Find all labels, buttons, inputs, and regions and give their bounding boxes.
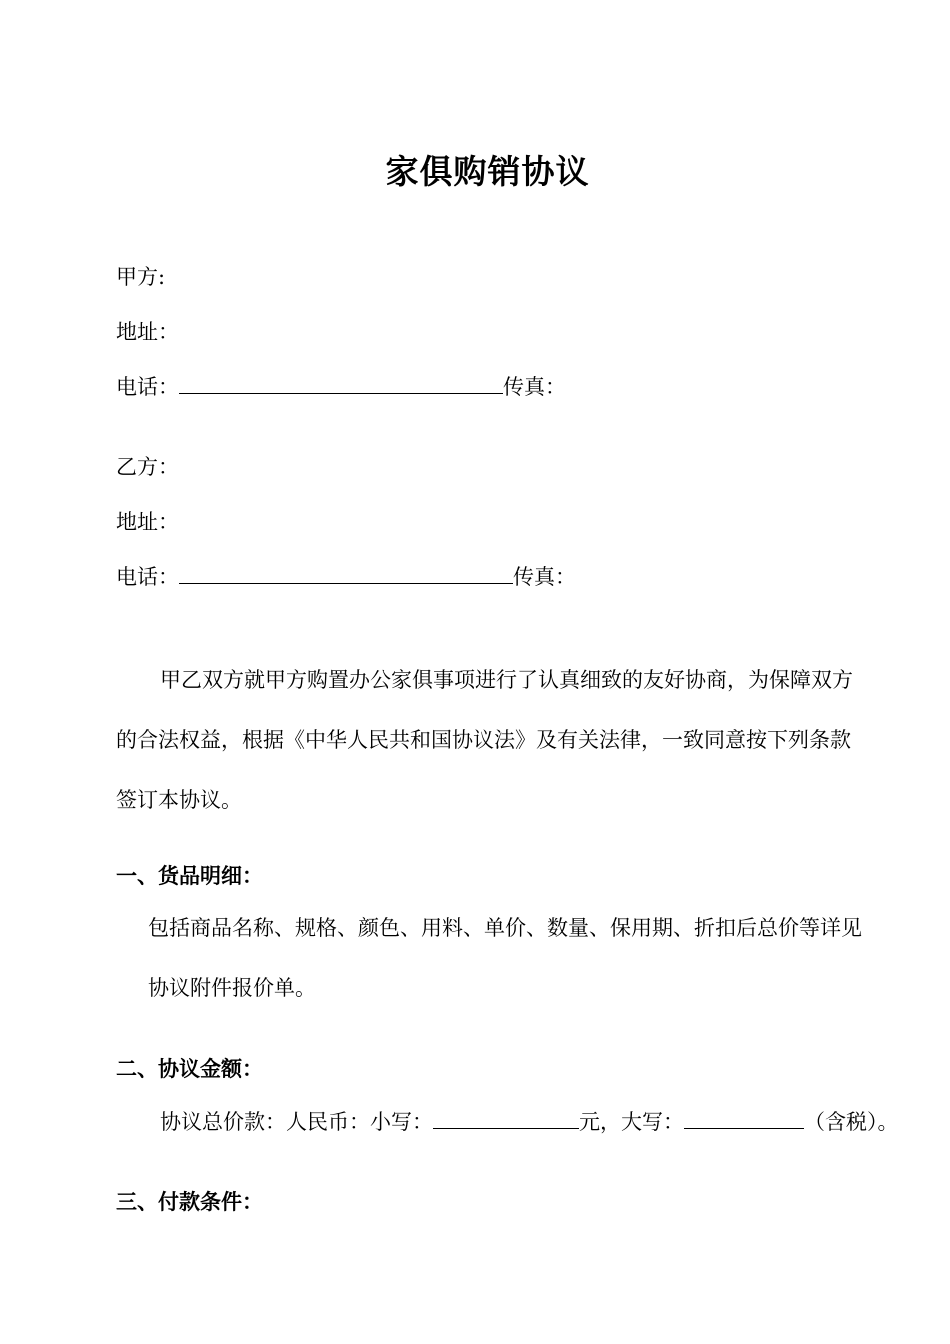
amount-uppercase-blank[interactable] bbox=[684, 1108, 804, 1129]
party-b-label: 乙方： bbox=[116, 455, 179, 479]
party-a-phone-line bbox=[116, 373, 566, 401]
party-b-phone-blank[interactable] bbox=[179, 563, 513, 584]
section-1-heading: 一、货品明细： bbox=[116, 863, 263, 888]
document-title: 家俱购销协议 bbox=[385, 152, 590, 191]
amount-prefix: 协议总价款：人民币：小写： bbox=[160, 1110, 433, 1134]
party-a-address-line bbox=[116, 318, 179, 346]
section-2-heading: 二、协议金额： bbox=[116, 1056, 263, 1081]
party-a-address-label: 地址： bbox=[116, 320, 179, 344]
party-a-phone-label: 电话： bbox=[116, 375, 179, 399]
party-a-name-line bbox=[116, 263, 165, 291]
amount-lowercase-blank[interactable] bbox=[433, 1108, 579, 1129]
amount-suffix: （含税）。 bbox=[804, 1110, 899, 1134]
party-b-name-line bbox=[116, 453, 179, 481]
section-3-heading: 三、付款条件： bbox=[116, 1189, 263, 1214]
party-a-label: 甲方: bbox=[116, 265, 166, 289]
party-b-address-line bbox=[116, 508, 179, 536]
intro-paragraph: 甲乙双方就甲方购置办公家俱事项进行了认真细致的友好协商，为保障双方的合法权益，根据《中华人民共和国协议法》及有关法律，一致同意按下列条款签订本协议。 bbox=[116, 668, 853, 812]
party-b-phone-line bbox=[116, 563, 576, 591]
party-a-fax-label: 传真： bbox=[503, 375, 566, 399]
amount-middle: 元，大写： bbox=[579, 1110, 684, 1134]
section-1-body: 包括商品名称、规格、颜色、用料、单价、数量、保用期、折扣后总价等详见协议附件报价单。 bbox=[148, 916, 862, 1000]
party-b-phone-label: 电话： bbox=[116, 565, 179, 589]
party-a-phone-blank[interactable] bbox=[179, 373, 503, 394]
party-b-fax-label: 传真： bbox=[513, 565, 576, 589]
party-b-address-label: 地址： bbox=[116, 510, 179, 534]
section-2-amount-line bbox=[160, 1108, 899, 1136]
